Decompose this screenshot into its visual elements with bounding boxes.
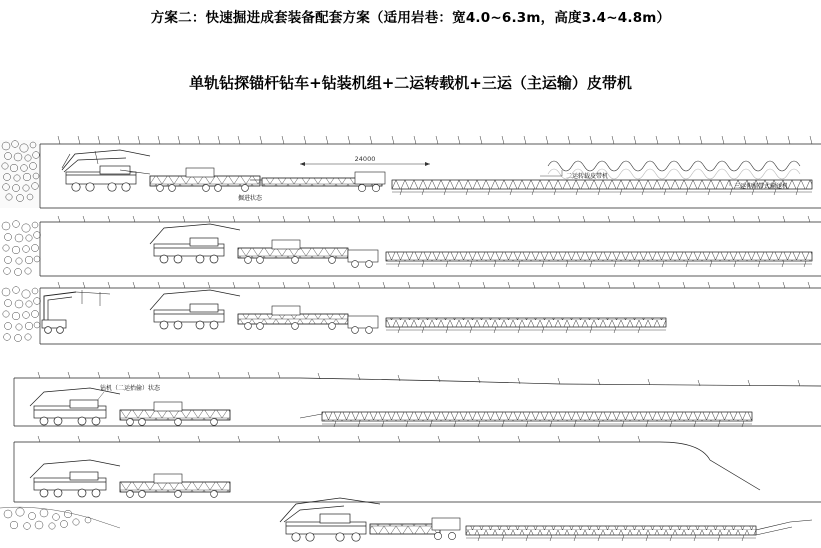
label-coal-state: 掘进状态 (237, 195, 263, 202)
third-stage-belt-conveyor-4 (300, 412, 752, 427)
loader-bridge-conveyor-5 (120, 474, 230, 497)
drill-jumbo-machine (62, 150, 150, 191)
dimension-label-24000: 24000 (354, 155, 376, 163)
page-title: 方案二：快速掘进成套装备配套方案（适用岩巷：宽4.0~6.3m，高度3.4~4.8m） (150, 10, 671, 26)
loader-bridge-conveyor-3 (238, 306, 348, 329)
diagram-row-4 (14, 372, 821, 427)
roof-bolt-row (58, 136, 812, 144)
label-drill-state: 钻机（二运抬偷）状态 (99, 385, 161, 392)
diagram-container (0, 130, 821, 548)
loader-bridge-conveyor (120, 168, 260, 191)
roof-bolt-row-3 (58, 282, 810, 288)
drill-jumbo-machine-2 (150, 224, 240, 263)
diagram-row-1 (0, 136, 821, 208)
roof-bolt-row-2 (58, 216, 810, 222)
second-stage-conveyor-3 (348, 316, 378, 333)
second-stage-conveyor-5 (370, 518, 460, 540)
rock-mass-icon-2 (2, 221, 40, 276)
diagram-row-2 (2, 216, 821, 276)
diagram-row-3 (2, 282, 821, 344)
rock-mass-icon-3 (2, 287, 40, 342)
roof-bolt-row-4 (38, 372, 800, 386)
page-subtitle: 单轨钻探锚杆钻车+钻装机组+二运转载机+三运（主运输）皮带机 (189, 74, 632, 92)
label-third-conveyor: 三运伸缩带式输送机 (734, 183, 789, 190)
rock-mass-icon (0, 140, 40, 208)
label-second-conveyor: 二运转载皮带机 (566, 173, 609, 180)
drill-jumbo-machine-5 (30, 460, 120, 497)
drill-jumbo-machine-4 (30, 388, 120, 425)
rock-mass-icon-5 (0, 507, 120, 529)
continuous-loader-machine (280, 498, 380, 541)
drill-mast-raised (42, 290, 110, 333)
tunnel-equipment-diagram (0, 130, 821, 548)
third-stage-belt-conveyor-5 (466, 520, 812, 541)
callout-second-conveyor-leader (540, 170, 562, 176)
second-stage-conveyor-2 (348, 250, 378, 267)
roof-bolt-row-5 (38, 436, 640, 442)
loader-bridge-conveyor-4 (120, 402, 230, 425)
second-stage-conveyor (250, 172, 385, 192)
tunnel-outline-5 (14, 442, 821, 502)
loader-bridge-conveyor-2 (238, 240, 348, 263)
drill-jumbo-machine-3 (150, 290, 240, 329)
diagram-row-5 (0, 436, 821, 541)
third-stage-belt-conveyor-2 (386, 252, 812, 267)
third-stage-belt-conveyor-3 (386, 318, 666, 333)
